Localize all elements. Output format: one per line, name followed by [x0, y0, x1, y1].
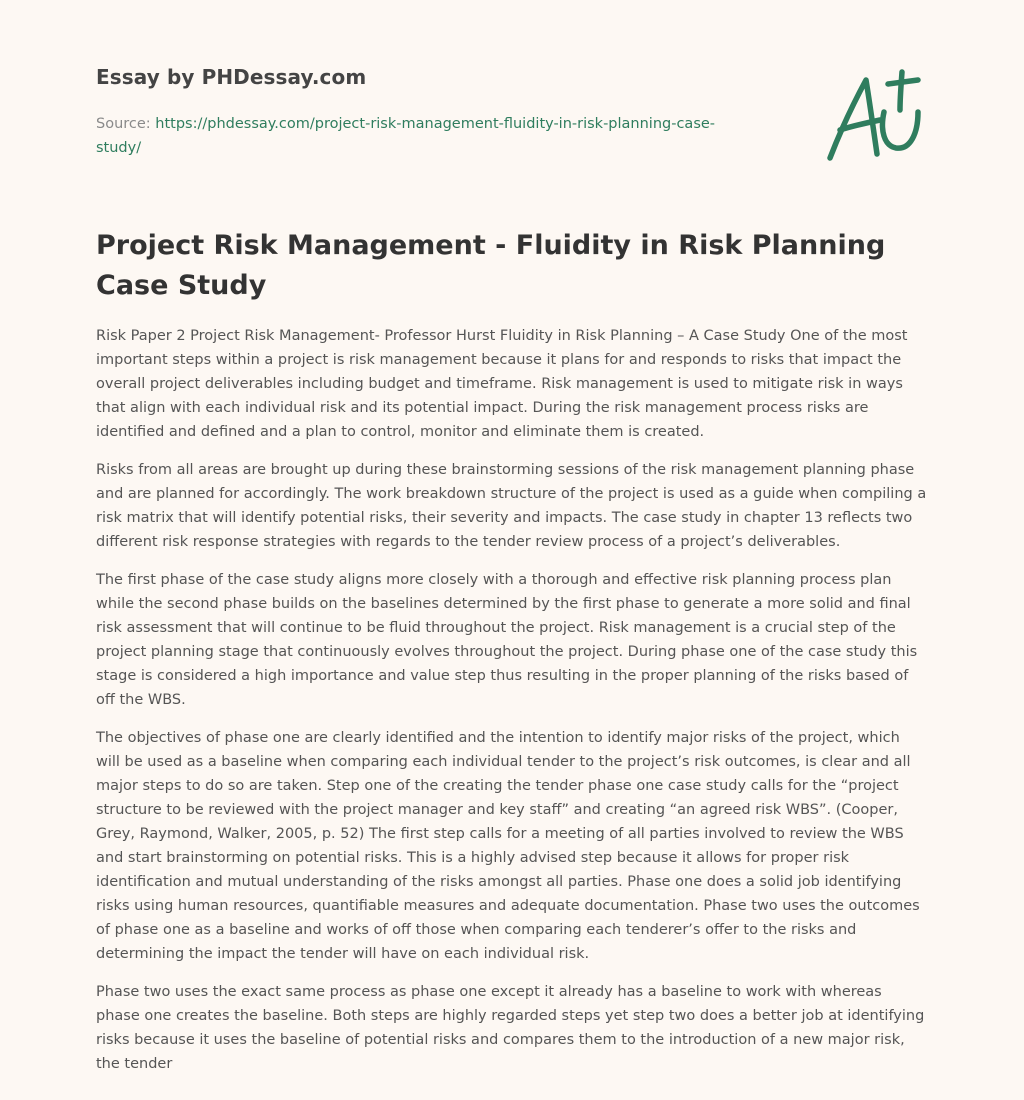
essay-paragraph: Phase two uses the exact same process as phase one except it already has a baseline to work with whereas phase one creates the baseline. Both steps are highly regarded steps yet step two does a better job at identifying risks because it uses the baseline of potential risks and compares them to the introduction of a new major risk, the tender	[96, 984, 925, 1072]
loop-stroke	[883, 112, 919, 148]
a-letter-stroke	[830, 80, 877, 158]
essay-paragraph: Risks from all areas are brought up during these brainstorming sessions of the risk management planning phase and are planned for accordingly. The work breakdown structure of the project is used as a guide when compiling a risk matrix that will identify potential risks, their severity and impacts. The case study in chapter 13 reflects two different risk response strategies with regards to the tender review process of a project’s deliverables.	[96, 462, 927, 550]
essay-body	[96, 324, 928, 1090]
essay-title: Project Risk Management - Fluidity in Risk Planning Case Study	[96, 230, 886, 301]
source-label: Source:	[96, 116, 151, 132]
essay-paragraph: The first phase of the case study aligns more closely with a thorough and effective risk planning process plan while the second phase builds on the baselines determined by the first phase to generate a more solid and final risk assessment that will continue to be fluid throughout the project. Risk management is a crucial step of the project planning stage that continuously evolves throughout the project. During phase one of the case study this stage is considered a high importance and value step thus resulting in the proper planning of the risks based of off the WBS.	[96, 572, 918, 708]
source-line	[96, 112, 756, 160]
essay-paragraph: The objectives of phase one are clearly identified and the intention to identify major risks of the project, which will be used as a baseline when comparing each individual tender to the project’s risk outcomes, is clear and all major steps to do so are taken. Step one of the creating the tender phase one case study calls for the “project structure to be reviewed with the project manager and key staff” and creating “an agreed risk WBS”. (Cooper, Grey, Raymond, Walker, 2005, p. 52) The first step calls for a meeting of all parties involved to review the WBS and start brainstorming on potential risks. This is a highly advised step because it allows for proper risk identification and mutual understanding of the risks amongst all parties. Phase one does a solid job identifying risks using human resources, quantifiable measures and adequate documentation. Phase two uses the outcomes of phase one as a baseline and works of off those when comparing each tenderer’s offer to the risks and determining the impact the tender will have on each individual risk.	[96, 730, 920, 962]
plus-vertical-stroke	[900, 72, 902, 110]
site-brand: Essay by PHDessay.com	[96, 65, 367, 89]
source-link[interactable]: https://phdessay.com/project-risk-management-fluidity-in-risk-planning-case-study/	[96, 116, 716, 156]
essay-paragraph: Risk Paper 2 Project Risk Management- Professor Hurst Fluidity in Risk Planning – A Case Study One of the most important steps within a project is risk management because it plans for and responds to risks that impact the overall project deliverables including budget and timeframe. Risk management is used to mitigate risk in ways that align with each individual risk and its potential impact. During the risk management process risks are identified and defined and a plan to control, monitor and eliminate them is created.	[96, 328, 908, 440]
a-plus-grade-icon	[826, 68, 926, 164]
